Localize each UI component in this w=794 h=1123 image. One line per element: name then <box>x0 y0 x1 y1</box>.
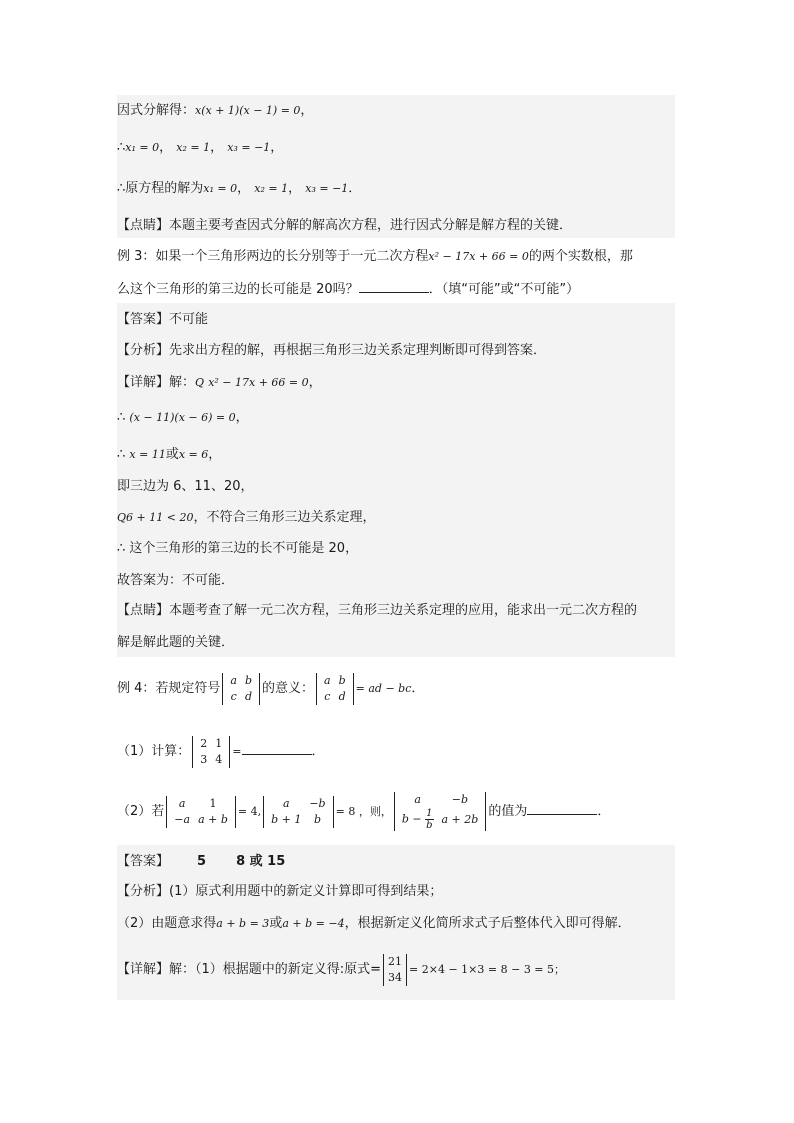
determinant-3 <box>394 792 486 831</box>
sides-line <box>117 477 254 497</box>
text: （2）由题意求得 <box>117 916 217 931</box>
sep: ． <box>348 181 362 196</box>
cell: b <box>338 673 346 687</box>
comment-line-2a <box>117 601 637 621</box>
cell: d <box>244 689 253 703</box>
sep: ， <box>237 181 251 196</box>
text: ．（填“可能”或“不可能”） <box>428 282 580 297</box>
cell: −a <box>174 812 191 826</box>
root-1: x = 11 <box>129 448 166 461</box>
solution-line <box>117 179 361 199</box>
text: 【详解】解：（1）根据题中的新定义得:原式= <box>117 962 382 977</box>
cell: c <box>324 689 331 703</box>
determinant-2 <box>263 796 334 828</box>
computation: = 2×4 − 1×3 = 8 − 3 = 5； <box>409 963 566 976</box>
text: ，根据新定义化简所求式子后整体代入即可得解． <box>344 916 631 931</box>
text: ，不符合三角形三边关系定理， <box>193 510 376 525</box>
because-symbol: Q <box>195 376 205 389</box>
cell: b <box>244 673 253 687</box>
text: ， <box>300 103 314 118</box>
cell: d <box>338 689 346 703</box>
example-4-line <box>117 669 424 709</box>
text: 【答案】不可能 <box>117 312 209 327</box>
root-3: x₃ = −1 <box>227 141 271 154</box>
sep: ， <box>270 140 284 155</box>
text: ， <box>308 375 322 390</box>
answer-blank-2[interactable] <box>527 800 597 815</box>
inequality-line <box>117 508 375 528</box>
text: 的两个实数根，那 <box>528 249 633 264</box>
cell: 1 <box>209 796 217 810</box>
analysis-line-4a <box>117 882 442 902</box>
denominator: b <box>426 820 433 831</box>
answer-line <box>117 310 208 330</box>
text: ∴ 这个三角形的第三边的长不可能是 20， <box>117 541 359 556</box>
analysis-line-4b <box>117 914 631 934</box>
cell: b + 1 <box>271 812 302 826</box>
analysis-line <box>117 341 546 361</box>
sep: ， <box>210 140 224 155</box>
row: 34 <box>388 970 403 984</box>
cell: 3 <box>200 752 208 766</box>
cell: −b <box>451 793 469 806</box>
numerator: 1 <box>426 808 433 819</box>
cell: a <box>230 673 237 687</box>
determinant-1 <box>166 796 236 828</box>
text: （2）若 <box>117 804 165 819</box>
detail-line-4 <box>117 950 565 990</box>
answer-line-4 <box>117 852 285 872</box>
part-1-line <box>117 732 325 772</box>
factored-line <box>117 408 249 428</box>
sep: ， <box>288 181 302 196</box>
equation: (x − 11)(x − 6) = 0 <box>129 411 236 424</box>
cell: −b <box>309 796 326 810</box>
text: ， <box>208 447 222 462</box>
cell: a <box>414 793 421 806</box>
cell: a <box>282 796 290 810</box>
roots-line-2 <box>117 445 221 465</box>
text: 【答案】 <box>117 854 170 869</box>
root-3: x₃ = −1 <box>305 182 349 195</box>
text: 【分析】先求出方程的解，再根据三角形三边关系定理判断即可得到答案． <box>117 343 547 358</box>
text: 因式分解得： <box>117 103 196 118</box>
text: ． <box>597 804 611 819</box>
therefore-symbol: ∴ <box>117 410 126 425</box>
cell: 4 <box>215 752 223 766</box>
cell: a <box>324 673 331 687</box>
determinant-2134 <box>383 954 407 986</box>
text: ∴原方程的解为 <box>117 181 204 196</box>
math-expr: x(x + 1)(x − 1) = 0 <box>195 104 301 117</box>
root-2: x₂ = 1 <box>176 141 211 154</box>
factor-line <box>117 101 313 121</box>
roots-line <box>117 138 283 158</box>
equation: a + b = 3 <box>216 917 270 930</box>
equation: a + b = −4 <box>282 917 345 930</box>
answer-value-2: 8 或 15 <box>236 854 286 869</box>
text: 例 4：若规定符号 <box>117 681 221 696</box>
text: ． <box>311 744 325 759</box>
therefore-symbol: ∴ <box>117 447 126 462</box>
text: 【详解】解： <box>117 375 196 390</box>
example-3-line-2 <box>117 278 579 300</box>
final-answer-line <box>117 571 234 591</box>
comment-line-2b <box>117 633 234 653</box>
answer-value-1: 5 <box>197 854 207 869</box>
part-2-line <box>117 787 610 837</box>
cell: a + b <box>198 812 228 826</box>
answer-blank-1[interactable] <box>242 740 312 755</box>
text: 【分析】(1）原式利用题中的新定义计算即可得到结果； <box>117 884 443 899</box>
text: （1）计算： <box>117 744 191 759</box>
text: ． <box>411 681 425 696</box>
root-2: x = 6 <box>178 448 209 461</box>
example-3-line-1 <box>117 247 633 267</box>
determinant-2-1-3-4 <box>192 736 230 768</box>
fraction <box>425 808 433 831</box>
cell: b <box>313 812 321 826</box>
text: 解是解此题的关键． <box>117 635 235 650</box>
text: 【点睛】本题主要考查因式分解的解高次方程，进行因式分解是解方程的关键． <box>117 218 573 233</box>
text: 即三边为 6、11、20， <box>117 479 254 494</box>
detail-line <box>117 373 322 393</box>
sep: ， <box>159 140 173 155</box>
conclusion-line <box>117 539 358 559</box>
text: 例 3：如果一个三角形两边的长分别等于一元二次方程 <box>117 249 429 264</box>
equals: = 8 ，则， <box>335 805 392 818</box>
text: 的值为 <box>488 804 528 819</box>
determinant-definition <box>316 673 354 705</box>
cell-prefix: b − <box>401 812 422 826</box>
text: 的意义： <box>262 681 315 696</box>
cell: a + 2b <box>441 812 479 826</box>
equation: x² − 17x + 66 = 0 <box>428 250 529 263</box>
root-1: x₁ = 0 <box>203 182 238 195</box>
text: 或 <box>165 447 179 462</box>
equals: = <box>232 745 242 758</box>
cell: c <box>230 689 237 703</box>
cell: 1 <box>215 736 223 750</box>
because-symbol: Q <box>117 511 127 524</box>
definition-formula: = ad − bc <box>355 682 412 695</box>
text: 或 <box>269 916 283 931</box>
text: ， <box>235 410 249 425</box>
text: 么这个三角形的第三边的长可能是 20吗？ <box>117 282 359 297</box>
root-1: x₁ = 0 <box>125 141 160 154</box>
cell: 2 <box>200 736 208 750</box>
text: 故答案为：不可能． <box>117 573 235 588</box>
comment-line <box>117 216 572 236</box>
equals: = 4, <box>237 805 262 818</box>
cell: a <box>178 796 186 810</box>
determinant-symbol <box>222 673 260 705</box>
answer-blank[interactable] <box>359 278 429 293</box>
row: 21 <box>388 954 403 968</box>
equation: x² − 17x + 66 = 0 <box>208 376 309 389</box>
therefore-symbol: ∴ <box>117 140 126 155</box>
text: 【点睛】本题考查了解一元二次方程，三角形三边关系定理的应用，能求出一元二次方程的 <box>117 603 638 618</box>
root-2: x₂ = 1 <box>254 182 289 195</box>
inequality: 6 + 11 < 20 <box>126 511 194 524</box>
